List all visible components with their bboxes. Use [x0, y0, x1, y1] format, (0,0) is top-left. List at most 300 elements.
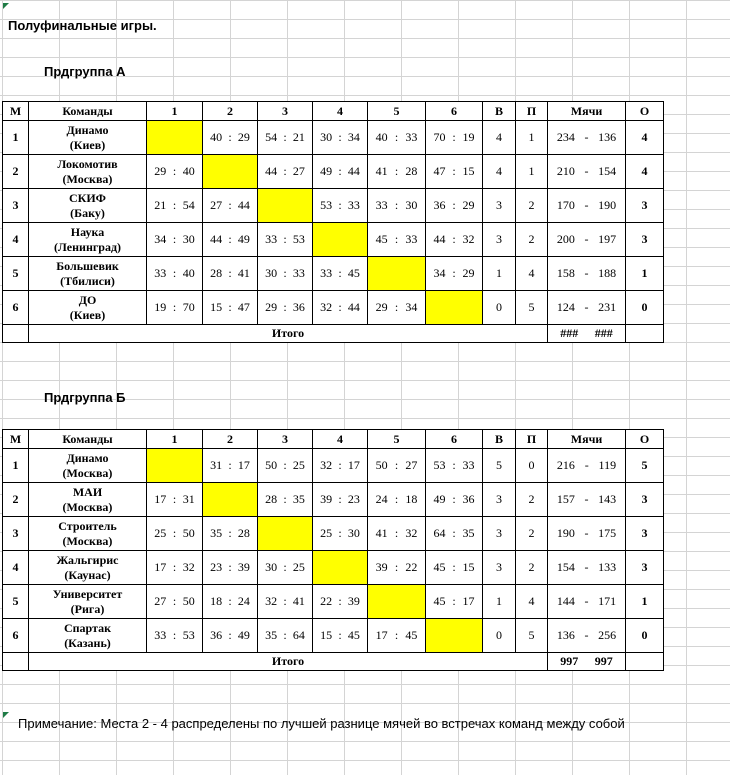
score-against: 32 — [182, 560, 195, 574]
header-col-2: 2 — [203, 102, 258, 121]
score-cell: 53 : 33 — [313, 189, 368, 223]
score-cell: 33 : 30 — [368, 189, 426, 223]
score-against: 45 — [347, 628, 360, 642]
score-against: 19 — [462, 130, 475, 144]
points-cell: 3 — [626, 517, 664, 551]
wins-cell: 3 — [483, 551, 516, 585]
score-against: 53 — [292, 232, 305, 246]
losses-cell: 2 — [516, 189, 548, 223]
score-against: 15 — [462, 164, 475, 178]
score-cell: 45 : 15 — [426, 551, 483, 585]
wins-cell: 0 — [483, 291, 516, 325]
team-name: СКИФ — [68, 190, 106, 205]
total-label: Итого — [29, 325, 548, 343]
team-name: Строитель — [58, 518, 117, 533]
total-row — [3, 325, 664, 343]
score-cell: 53 : 33 — [426, 449, 483, 483]
team-cell — [29, 121, 147, 155]
score-against: 53 — [182, 628, 195, 642]
team-cell — [29, 223, 147, 257]
balls-cell: 210 - 154 — [548, 155, 626, 189]
team-city: (Киев) — [69, 137, 106, 152]
score-cell: 15 : 47 — [203, 291, 258, 325]
score-for: 53 — [433, 458, 446, 472]
total-balls-for: ### — [560, 326, 579, 340]
balls-against: 119 — [598, 458, 617, 472]
table-row — [3, 257, 664, 291]
balls-cell: 200 - 197 — [548, 223, 626, 257]
score-cell: 34 : 30 — [147, 223, 203, 257]
cell-comment-marker — [3, 712, 9, 718]
score-for: 29 — [154, 164, 167, 178]
balls-for: 170 — [556, 198, 575, 212]
wins-cell: 5 — [483, 449, 516, 483]
score-against: 35 — [462, 526, 475, 540]
balls-cell: 144 - 171 — [548, 585, 626, 619]
balls-cell: 124 - 231 — [548, 291, 626, 325]
team-cell — [29, 257, 147, 291]
score-for: 17 — [375, 628, 388, 642]
balls-against: 190 — [598, 198, 617, 212]
team-cell — [29, 585, 147, 619]
score-against: 30 — [182, 232, 195, 246]
score-for: 18 — [210, 594, 223, 608]
total-row — [3, 653, 664, 671]
points-cell: 1 — [626, 257, 664, 291]
score-against: 70 — [182, 300, 195, 314]
score-cell: 17 : 31 — [147, 483, 203, 517]
score-cell: 34 : 29 — [426, 257, 483, 291]
header-place: М — [3, 102, 29, 121]
points-cell: 0 — [626, 619, 664, 653]
wins-cell: 4 — [483, 155, 516, 189]
score-against: 44 — [237, 198, 250, 212]
wins-cell: 1 — [483, 257, 516, 291]
score-cell: 30 : 33 — [258, 257, 313, 291]
balls-against: 154 — [598, 164, 617, 178]
score-for: 53 — [320, 198, 333, 212]
score-for: 25 — [154, 526, 167, 540]
balls-for: 136 — [556, 628, 575, 642]
score-against: 39 — [347, 594, 360, 608]
table-row — [3, 585, 664, 619]
score-for: 24 — [375, 492, 388, 506]
table-row — [3, 189, 664, 223]
score-cell: 28 : 41 — [203, 257, 258, 291]
score-against: 50 — [182, 526, 195, 540]
team-city: (Москва) — [62, 171, 113, 186]
score-cell: 33 : 40 — [147, 257, 203, 291]
score-cell: 27 : 44 — [203, 189, 258, 223]
score-against: 33 — [405, 232, 418, 246]
score-cell: 18 : 24 — [203, 585, 258, 619]
balls-cell: 157 - 143 — [548, 483, 626, 517]
balls-for: 200 — [556, 232, 575, 246]
points-cell: 4 — [626, 121, 664, 155]
wins-cell: 1 — [483, 585, 516, 619]
score-against: 17 — [347, 458, 360, 472]
score-for: 32 — [320, 300, 333, 314]
place-cell: 2 — [3, 155, 29, 189]
table-row — [3, 483, 664, 517]
score-for: 44 — [210, 232, 223, 246]
score-for: 33 — [154, 628, 167, 642]
score-against: 44 — [347, 300, 360, 314]
score-for: 54 — [265, 130, 278, 144]
team-name: Спартак — [63, 620, 112, 635]
points-cell: 5 — [626, 449, 664, 483]
score-against: 54 — [182, 198, 195, 212]
header-losses: П — [516, 430, 548, 449]
diagonal-cell — [203, 155, 258, 189]
score-for: 33 — [320, 266, 333, 280]
score-cell: 39 : 23 — [313, 483, 368, 517]
balls-against: 188 — [598, 266, 617, 280]
place-cell: 5 — [3, 257, 29, 291]
header-col-4: 4 — [313, 430, 368, 449]
score-against: 41 — [292, 594, 305, 608]
score-cell: 54 : 21 — [258, 121, 313, 155]
score-for: 44 — [433, 232, 446, 246]
score-cell: 47 : 15 — [426, 155, 483, 189]
score-against: 35 — [292, 492, 305, 506]
total-balls-for: 997 — [560, 654, 579, 668]
score-cell: 29 : 34 — [368, 291, 426, 325]
score-against: 36 — [292, 300, 305, 314]
balls-cell: 158 - 188 — [548, 257, 626, 291]
score-cell: 50 : 27 — [368, 449, 426, 483]
score-against: 40 — [182, 266, 195, 280]
team-city: (Тбилиси) — [60, 273, 115, 288]
score-cell: 35 : 28 — [203, 517, 258, 551]
score-against: 33 — [347, 198, 360, 212]
team-cell — [29, 619, 147, 653]
score-against: 25 — [292, 458, 305, 472]
team-city: (Ленинград) — [53, 239, 122, 254]
losses-cell: 2 — [516, 551, 548, 585]
score-for: 41 — [375, 164, 388, 178]
header-col-4: 4 — [313, 102, 368, 121]
points-cell: 0 — [626, 291, 664, 325]
score-for: 49 — [320, 164, 333, 178]
score-cell: 40 : 29 — [203, 121, 258, 155]
total-balls-cell — [548, 653, 626, 671]
score-cell: 17 : 32 — [147, 551, 203, 585]
score-for: 33 — [375, 198, 388, 212]
score-cell: 33 : 53 — [258, 223, 313, 257]
score-against: 27 — [405, 458, 418, 472]
total-label: Итого — [29, 653, 548, 671]
score-against: 30 — [347, 526, 360, 540]
score-cell: 41 : 32 — [368, 517, 426, 551]
diagonal-cell — [258, 517, 313, 551]
score-for: 45 — [433, 560, 446, 574]
score-for: 17 — [154, 492, 167, 506]
team-city: (Москва) — [62, 499, 113, 514]
team-name: Жальгирис — [56, 552, 119, 567]
score-for: 17 — [154, 560, 167, 574]
balls-against: 231 — [598, 300, 617, 314]
score-for: 33 — [265, 232, 278, 246]
wins-cell: 3 — [483, 223, 516, 257]
place-cell: 3 — [3, 517, 29, 551]
balls-cell: 136 - 256 — [548, 619, 626, 653]
balls-against: 175 — [598, 526, 617, 540]
score-for: 30 — [265, 266, 278, 280]
table-row — [3, 223, 664, 257]
diagonal-cell — [313, 223, 368, 257]
place-cell: 6 — [3, 619, 29, 653]
score-against: 32 — [462, 232, 475, 246]
score-cell: 44 : 32 — [426, 223, 483, 257]
footnote: Примечание: Места 2 - 4 распределены по лучшей разнице мячей во встречах команд между собой — [18, 716, 625, 731]
balls-for: 144 — [556, 594, 575, 608]
header-col-2: 2 — [203, 430, 258, 449]
table-row — [3, 551, 664, 585]
score-cell: 33 : 45 — [313, 257, 368, 291]
score-cell: 31 : 17 — [203, 449, 258, 483]
score-for: 25 — [320, 526, 333, 540]
score-cell: 22 : 39 — [313, 585, 368, 619]
header-col-5: 5 — [368, 102, 426, 121]
table-row — [3, 291, 664, 325]
score-against: 28 — [237, 526, 250, 540]
cell-comment-marker — [3, 3, 9, 9]
score-against: 50 — [182, 594, 195, 608]
score-for: 50 — [265, 458, 278, 472]
team-name: Локомотив — [57, 156, 118, 171]
team-city: (Киев) — [69, 307, 106, 322]
balls-against: 143 — [598, 492, 617, 506]
score-against: 23 — [347, 492, 360, 506]
score-for: 40 — [375, 130, 388, 144]
score-cell: 15 : 45 — [313, 619, 368, 653]
score-against: 17 — [237, 458, 250, 472]
team-cell — [29, 449, 147, 483]
score-against: 49 — [237, 628, 250, 642]
team-city: (Москва) — [62, 465, 113, 480]
header-row — [3, 102, 664, 121]
score-for: 35 — [265, 628, 278, 642]
score-cell: 30 : 25 — [258, 551, 313, 585]
score-against: 34 — [405, 300, 418, 314]
team-name: Университет — [52, 586, 123, 601]
total-points-blank — [626, 325, 664, 343]
score-cell: 45 : 33 — [368, 223, 426, 257]
team-cell — [29, 483, 147, 517]
balls-for: 158 — [556, 266, 575, 280]
header-balls: Мячи — [548, 430, 626, 449]
points-cell: 3 — [626, 189, 664, 223]
losses-cell: 2 — [516, 223, 548, 257]
score-cell: 39 : 22 — [368, 551, 426, 585]
score-against: 15 — [462, 560, 475, 574]
total-balls-cell — [548, 325, 626, 343]
losses-cell: 5 — [516, 619, 548, 653]
wins-cell: 3 — [483, 483, 516, 517]
group-a-table — [2, 101, 664, 343]
group-b-heading: Прдгруппа Б — [44, 390, 126, 405]
team-cell — [29, 155, 147, 189]
header-col-6: 6 — [426, 102, 483, 121]
team-cell — [29, 551, 147, 585]
losses-cell: 2 — [516, 483, 548, 517]
score-for: 15 — [320, 628, 333, 642]
diagonal-cell — [203, 483, 258, 517]
wins-cell: 4 — [483, 121, 516, 155]
losses-cell: 0 — [516, 449, 548, 483]
score-cell: 49 : 36 — [426, 483, 483, 517]
score-for: 64 — [433, 526, 446, 540]
team-name: Динамо — [66, 450, 109, 465]
header-col-1: 1 — [147, 102, 203, 121]
score-cell: 36 : 29 — [426, 189, 483, 223]
score-for: 45 — [375, 232, 388, 246]
score-against: 29 — [237, 130, 250, 144]
score-against: 44 — [347, 164, 360, 178]
score-against: 27 — [292, 164, 305, 178]
score-cell: 33 : 53 — [147, 619, 203, 653]
score-cell: 25 : 30 — [313, 517, 368, 551]
score-cell: 44 : 27 — [258, 155, 313, 189]
score-for: 35 — [210, 526, 223, 540]
score-for: 28 — [210, 266, 223, 280]
header-points: О — [626, 430, 664, 449]
team-cell — [29, 189, 147, 223]
team-name: Наука — [70, 224, 105, 239]
score-against: 36 — [462, 492, 475, 506]
score-against: 25 — [292, 560, 305, 574]
group-b-table — [2, 429, 664, 671]
score-against: 29 — [462, 266, 475, 280]
balls-against: 136 — [598, 130, 617, 144]
score-for: 50 — [375, 458, 388, 472]
table-row — [3, 121, 664, 155]
score-for: 27 — [210, 198, 223, 212]
balls-cell: 170 - 190 — [548, 189, 626, 223]
score-cell: 29 : 36 — [258, 291, 313, 325]
score-against: 41 — [237, 266, 250, 280]
header-col-3: 3 — [258, 102, 313, 121]
group-a-heading: Прдгруппа А — [44, 64, 126, 79]
score-for: 22 — [320, 594, 333, 608]
place-cell: 3 — [3, 189, 29, 223]
score-cell: 30 : 34 — [313, 121, 368, 155]
balls-for: 157 — [556, 492, 575, 506]
score-against: 28 — [405, 164, 418, 178]
diagonal-cell — [258, 189, 313, 223]
points-cell: 1 — [626, 585, 664, 619]
score-for: 33 — [154, 266, 167, 280]
header-col-3: 3 — [258, 430, 313, 449]
score-against: 17 — [462, 594, 475, 608]
score-against: 34 — [347, 130, 360, 144]
score-against: 64 — [292, 628, 305, 642]
points-cell: 3 — [626, 223, 664, 257]
score-for: 21 — [154, 198, 167, 212]
balls-against: 171 — [598, 594, 617, 608]
losses-cell: 5 — [516, 291, 548, 325]
score-cell: 27 : 50 — [147, 585, 203, 619]
wins-cell: 3 — [483, 517, 516, 551]
team-cell — [29, 291, 147, 325]
balls-for: 234 — [556, 130, 575, 144]
place-cell: 1 — [3, 121, 29, 155]
score-for: 36 — [433, 198, 446, 212]
header-points: О — [626, 102, 664, 121]
place-cell: 2 — [3, 483, 29, 517]
score-for: 23 — [210, 560, 223, 574]
header-teams: Команды — [29, 102, 147, 121]
score-for: 41 — [375, 526, 388, 540]
score-cell: 25 : 50 — [147, 517, 203, 551]
score-against: 31 — [182, 492, 195, 506]
score-cell: 64 : 35 — [426, 517, 483, 551]
score-cell: 29 : 40 — [147, 155, 203, 189]
score-cell: 24 : 18 — [368, 483, 426, 517]
score-for: 32 — [265, 594, 278, 608]
score-cell: 17 : 45 — [368, 619, 426, 653]
total-blank — [3, 653, 29, 671]
diagonal-cell — [313, 551, 368, 585]
points-cell: 4 — [626, 155, 664, 189]
score-against: 45 — [347, 266, 360, 280]
header-col-6: 6 — [426, 430, 483, 449]
total-balls-against: ### — [594, 326, 613, 340]
score-for: 15 — [210, 300, 223, 314]
score-against: 39 — [237, 560, 250, 574]
score-for: 34 — [433, 266, 446, 280]
balls-for: 190 — [556, 526, 575, 540]
score-cell: 50 : 25 — [258, 449, 313, 483]
balls-for: 216 — [556, 458, 575, 472]
team-name: Динамо — [66, 122, 109, 137]
score-cell: 45 : 17 — [426, 585, 483, 619]
losses-cell: 1 — [516, 121, 548, 155]
balls-for: 124 — [556, 300, 575, 314]
score-against: 32 — [405, 526, 418, 540]
score-for: 44 — [265, 164, 278, 178]
score-against: 24 — [237, 594, 250, 608]
table-row — [3, 619, 664, 653]
score-against: 29 — [462, 198, 475, 212]
place-cell: 6 — [3, 291, 29, 325]
score-cell: 41 : 28 — [368, 155, 426, 189]
header-balls: Мячи — [548, 102, 626, 121]
team-name: ДО — [78, 292, 97, 307]
score-for: 30 — [265, 560, 278, 574]
diagonal-cell — [368, 257, 426, 291]
table-row — [3, 517, 664, 551]
score-for: 27 — [154, 594, 167, 608]
score-cell: 19 : 70 — [147, 291, 203, 325]
score-cell: 32 : 41 — [258, 585, 313, 619]
score-for: 47 — [433, 164, 446, 178]
header-row — [3, 430, 664, 449]
score-for: 70 — [433, 130, 446, 144]
page-title: Полуфинальные игры. — [8, 18, 157, 33]
score-for: 31 — [210, 458, 223, 472]
header-wins: В — [483, 102, 516, 121]
header-teams: Команды — [29, 430, 147, 449]
score-cell: 40 : 33 — [368, 121, 426, 155]
score-for: 40 — [210, 130, 223, 144]
total-blank — [3, 325, 29, 343]
total-points-blank — [626, 653, 664, 671]
score-against: 18 — [405, 492, 418, 506]
score-cell: 36 : 49 — [203, 619, 258, 653]
losses-cell: 4 — [516, 585, 548, 619]
